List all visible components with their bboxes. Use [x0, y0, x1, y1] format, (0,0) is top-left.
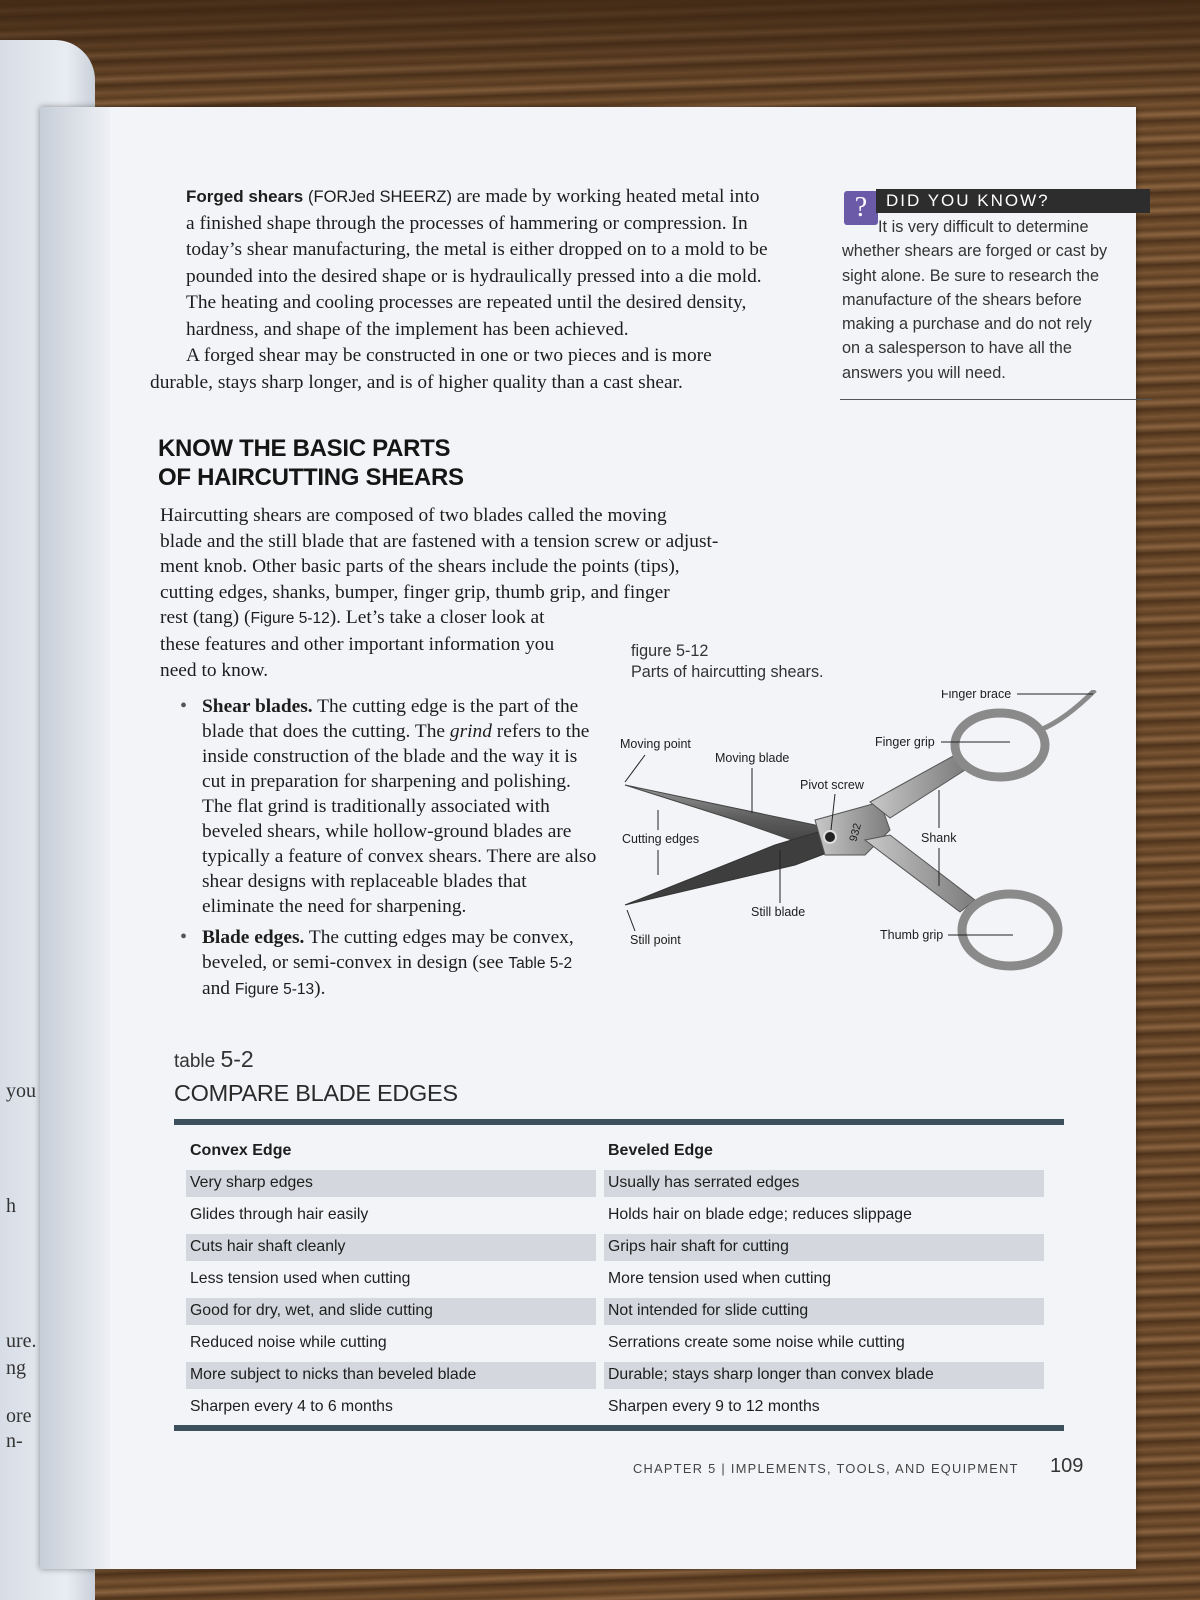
bullet-text: and [202, 978, 230, 999]
intro-paragraph-1 [150, 184, 790, 343]
lower-shank-shape [865, 835, 975, 912]
table-cell: Cuts hair shaft cleanly [190, 1238, 346, 1255]
intro-text [150, 184, 790, 396]
label-moving-point: Moving point [620, 737, 691, 751]
page-number: 109 [1050, 1455, 1084, 1477]
prev-page-fragment: h [6, 1195, 16, 1217]
text-line: on a salesperson to have all the [842, 339, 1072, 358]
text-line: manufacture of the shears before [842, 290, 1082, 309]
table-cell: Less tension used when cutting [190, 1270, 411, 1287]
table-cell: More tension used when cutting [608, 1270, 832, 1287]
pronunciation: (FORJed SHEERZ) [308, 188, 452, 206]
text-line: hardness, and shape of the implement has been achieved. [186, 318, 629, 340]
bullet-emphasis: grind [449, 721, 492, 742]
text-line: It is very difficult to determine [878, 218, 1089, 236]
figure-reference-link[interactable]: Figure 5-12 [250, 610, 330, 628]
leader-line [627, 910, 635, 931]
question-mark-icon: ? [844, 191, 878, 225]
heading-line: KNOW THE BASIC PARTS [158, 435, 451, 462]
label-moving-blade: Moving blade [715, 751, 790, 765]
table-label [174, 1046, 254, 1073]
text-line: The heating and cooling processes are repeated until the desired density, [186, 292, 747, 313]
table-cell: Holds hair on blade edge; reduces slippage [608, 1206, 912, 1223]
prev-page-fragment: you [6, 1080, 36, 1102]
table-row [184, 1231, 1064, 1263]
section-heading [158, 434, 464, 492]
table-header-cell: Convex Edge [190, 1142, 292, 1159]
table-row [184, 1263, 1064, 1295]
text-line: Haircutting shears are composed of two blades called the moving [160, 505, 667, 526]
bullet-title: Shear blades. [202, 696, 313, 717]
table-cell: Glides through hair easily [190, 1206, 369, 1223]
table-label-word: table [174, 1051, 216, 1072]
bullet-text: The cutting edges may be convex, beveled, or semi-convex in design (see [202, 927, 574, 973]
table-cell: More subject to nicks than beveled blade [190, 1366, 477, 1383]
table-cell: Serrations create some noise while cutting [608, 1334, 905, 1351]
figure-caption [631, 641, 824, 683]
label-still-point: Still point [630, 933, 681, 947]
term-forged-shears: Forged shears [186, 187, 304, 206]
text-line: pounded into the desired shape or is hydraulically pressed into a die mold. [186, 265, 762, 287]
text-line: cutting edges, shanks, bumper, finger grip, thumb grip, and finger [160, 581, 670, 603]
text-line: blade and the still blade that are fastened with a tension screw or adjust- [160, 530, 719, 552]
label-still-blade: Still blade [751, 905, 806, 919]
table-cell: Grips hair shaft for cutting [608, 1238, 789, 1255]
figure-reference-link[interactable]: Figure 5-13 [234, 981, 315, 998]
table-cell: Sharpen every 9 to 12 months [608, 1398, 820, 1415]
table-row [184, 1359, 1064, 1391]
table-cell: Reduced noise while cutting [190, 1334, 387, 1351]
label-shank: Shank [921, 831, 957, 845]
bullet-title: Blade edges. [202, 927, 305, 948]
prev-page-fragment: ore [6, 1405, 32, 1427]
thumb-ring-shape [962, 894, 1058, 966]
bullet-text: The cutting edge is the part of the blade that does the cutting. The [202, 696, 579, 742]
text-line: today’s shear manufacturing, the metal is either dropped on to a mold to be [186, 239, 768, 260]
table-cell: Sharpen every 4 to 6 months [190, 1398, 393, 1415]
table-row [184, 1391, 1064, 1423]
table-cell: Good for dry, wet, and slide cutting [190, 1302, 433, 1319]
bullet-dot-icon: • [180, 926, 188, 948]
table-title: COMPARE BLADE EDGES [174, 1080, 458, 1106]
finger-ring-shape [955, 713, 1045, 777]
bullet-text: ). [314, 978, 326, 999]
finger-brace-shape [1040, 690, 1095, 730]
table-cell: Usually has serrated edges [608, 1174, 800, 1191]
desk-shadow [0, 0, 1200, 110]
table-header-row [184, 1135, 1064, 1167]
pivot-screw-icon [824, 831, 836, 843]
table-header-cell: Beveled Edge [608, 1142, 713, 1159]
bullet-list [180, 694, 600, 1008]
table-cell: Not intended for slide cutting [608, 1302, 809, 1319]
table-reference-link[interactable]: Table 5-2 [508, 955, 573, 972]
table-top-rule [174, 1119, 1064, 1125]
table-bottom-rule [174, 1425, 1064, 1431]
text-line [160, 605, 760, 632]
page-gutter [40, 107, 110, 1569]
label-finger-brace: Finger brace [941, 690, 1012, 701]
table-cell: Durable; stays sharp longer than convex blade [608, 1366, 934, 1383]
text-line: A forged shear may be constructed in one or two pieces and is more [186, 345, 712, 366]
table-number: 5-2 [220, 1046, 254, 1072]
leader-line [625, 755, 645, 782]
compare-blade-edges-table [184, 1135, 1064, 1423]
table-row [184, 1327, 1064, 1359]
text-fragment: rest (tang) ( [160, 607, 251, 629]
label-pivot-screw: Pivot screw [800, 778, 864, 792]
text-line: durable, stays sharp longer, and is of higher quality than a cast shear. [150, 371, 683, 393]
table-row [184, 1167, 1064, 1199]
figure-label: figure 5-12 [631, 642, 709, 660]
text-line: a finished shape through the processes of hammering or compression. In [186, 212, 748, 234]
text-line: need to know. [160, 659, 269, 681]
did-you-know-heading: DID YOU KNOW? [876, 189, 1150, 213]
intro-paragraph-2 [150, 343, 790, 396]
prev-page-fragment: ure. [6, 1330, 37, 1352]
heading-line: OF HAIRCUTTING SHEARS [158, 464, 464, 491]
shears-diagram [615, 690, 1135, 990]
label-finger-grip: Finger grip [875, 735, 935, 749]
text-line: these features and other important information you [160, 633, 555, 655]
text-line: making a purchase and do not rely [842, 315, 1092, 334]
table-row [184, 1199, 1064, 1231]
did-you-know-text [842, 215, 1142, 385]
running-footer: CHAPTER 5 | IMPLEMENTS, TOOLS, AND EQUIPMENT [633, 1461, 1019, 1476]
label-cutting-edges: Cutting edges [622, 832, 700, 846]
text-line: ment knob. Other basic parts of the shears include the points (tips), [160, 556, 680, 578]
bullet-blade-edges [180, 925, 592, 1002]
did-you-know-box [840, 189, 1152, 400]
prev-page-fragment: n- [6, 1430, 23, 1452]
text-line: are made by working heated metal into [456, 186, 760, 207]
text-line: whether shears are forged or cast by [842, 242, 1108, 261]
figure-caption-text: Parts of haircutting shears. [631, 663, 824, 681]
prev-page-fragment: ng [6, 1357, 26, 1379]
text-fragment: ). Let’s take a closer look at [329, 607, 545, 629]
text-line: answers you will need. [842, 363, 1006, 382]
text-line: sight alone. Be sure to research the [842, 266, 1100, 285]
bullet-dot-icon: • [180, 695, 188, 717]
bullet-shear-blades [180, 694, 600, 919]
label-thumb-grip: Thumb grip [880, 928, 944, 942]
bullet-text: refers to the inside construction of the blade and the way it is cut in preparation for sharpening and polishing. The flat grind is traditionally associated with beveled shears, while hollow-ground blades are typically a feature of convex shears. There are also shear designs with replaceable blades that eliminate the need for sharpening. [202, 721, 597, 917]
upper-shank-shape [870, 755, 965, 818]
blade-number: 932 [847, 822, 864, 843]
table-cell: Very sharp edges [190, 1174, 313, 1191]
table-row [184, 1295, 1064, 1327]
